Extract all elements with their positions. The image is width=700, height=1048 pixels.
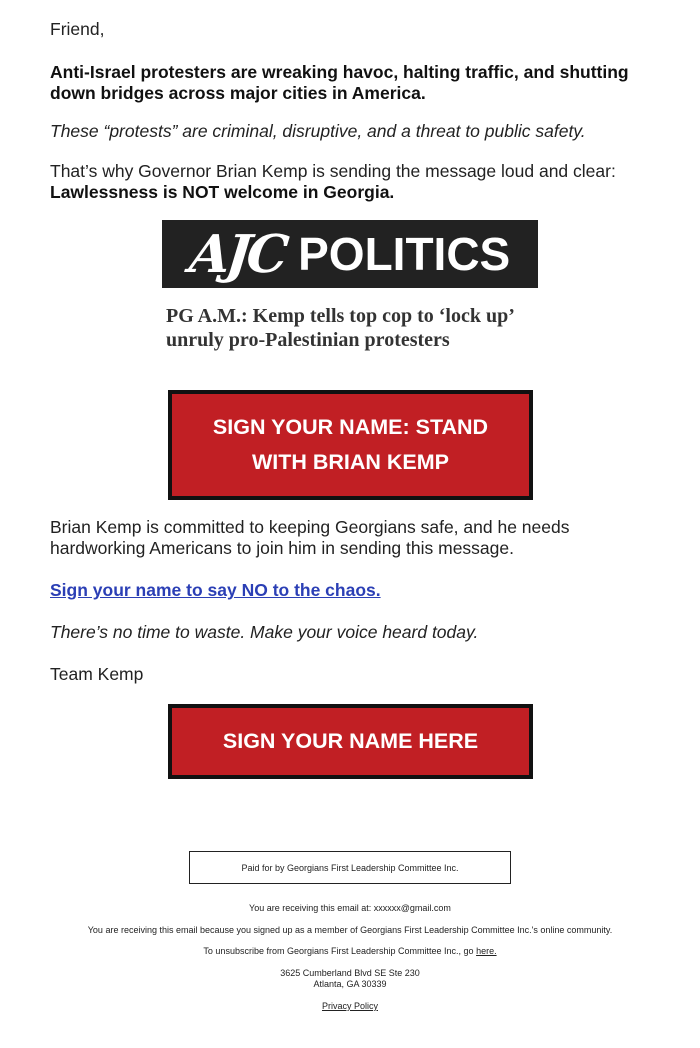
italic-statement: These “protests” are criminal, disruptive, and a threat to public safety. (50, 121, 586, 141)
privacy-policy-row (0, 1001, 700, 1012)
unsubscribe-text: To unsubscribe from Georgians First Leadership Committee Inc., go (203, 946, 474, 956)
cta1-line-2: WITH BRIAN KEMP (251, 450, 450, 474)
headline-line-2: unruly pro-Palestinian protesters (166, 329, 450, 351)
governor-bold-text: Lawlessness is NOT welcome in Georgia. (50, 182, 395, 202)
headline-line-1: PG A.M.: Kemp tells top cop to ‘lock up’ (166, 305, 515, 327)
unsubscribe-link[interactable]: here. (476, 946, 497, 956)
address-line-1: 3625 Cumberland Blvd SE Ste 230 (280, 968, 420, 978)
address-line-2: Atlanta, GA 30339 (313, 979, 387, 989)
commitment-paragraph: Brian Kemp is committed to keeping Georgians safe, and he needs hardworking Americans to join him in sending this message. (50, 517, 570, 558)
governor-text: That’s why Governor Brian Kemp is sending the message loud and clear: (50, 161, 616, 181)
receiving-reason-notice: You are receiving this email because you signed up as a member of Georgians First Leadership Committee Inc.'s online community. (87, 925, 613, 935)
greeting: Friend, (50, 19, 105, 39)
receiving-email-notice: You are receiving this email at: xxxxxx@gmail.com (249, 903, 451, 913)
paid-for-disclaimer: Paid for by Georgians First Leadership Committee Inc. (189, 851, 511, 884)
sign-name-here-button[interactable]: SIGN YOUR NAME HERE (168, 704, 533, 779)
ajc-logo-word: POLITICS (298, 228, 511, 280)
article-headline[interactable] (166, 304, 566, 352)
italic-call-to-action: There’s no time to waste. Make your voice heard today. (50, 622, 479, 642)
stand-with-kemp-button[interactable] (168, 390, 533, 500)
ajc-politics-banner[interactable] (162, 220, 538, 288)
cta1-line-1: SIGN YOUR NAME: STAND (212, 415, 489, 439)
sign-name-link[interactable]: Sign your name to say NO to the chaos. (50, 580, 381, 600)
unsubscribe-notice (0, 946, 700, 957)
privacy-policy-link[interactable]: Privacy Policy (321, 1001, 378, 1011)
lead-paragraph: Anti-Israel protesters are wreaking havoc, halting traffic, and shutting down bridges across major cities in America. (50, 62, 629, 103)
signature: Team Kemp (50, 664, 144, 684)
governor-paragraph (50, 161, 616, 203)
mailing-address (0, 968, 700, 990)
ajc-logo-mark: AJC (186, 223, 288, 285)
